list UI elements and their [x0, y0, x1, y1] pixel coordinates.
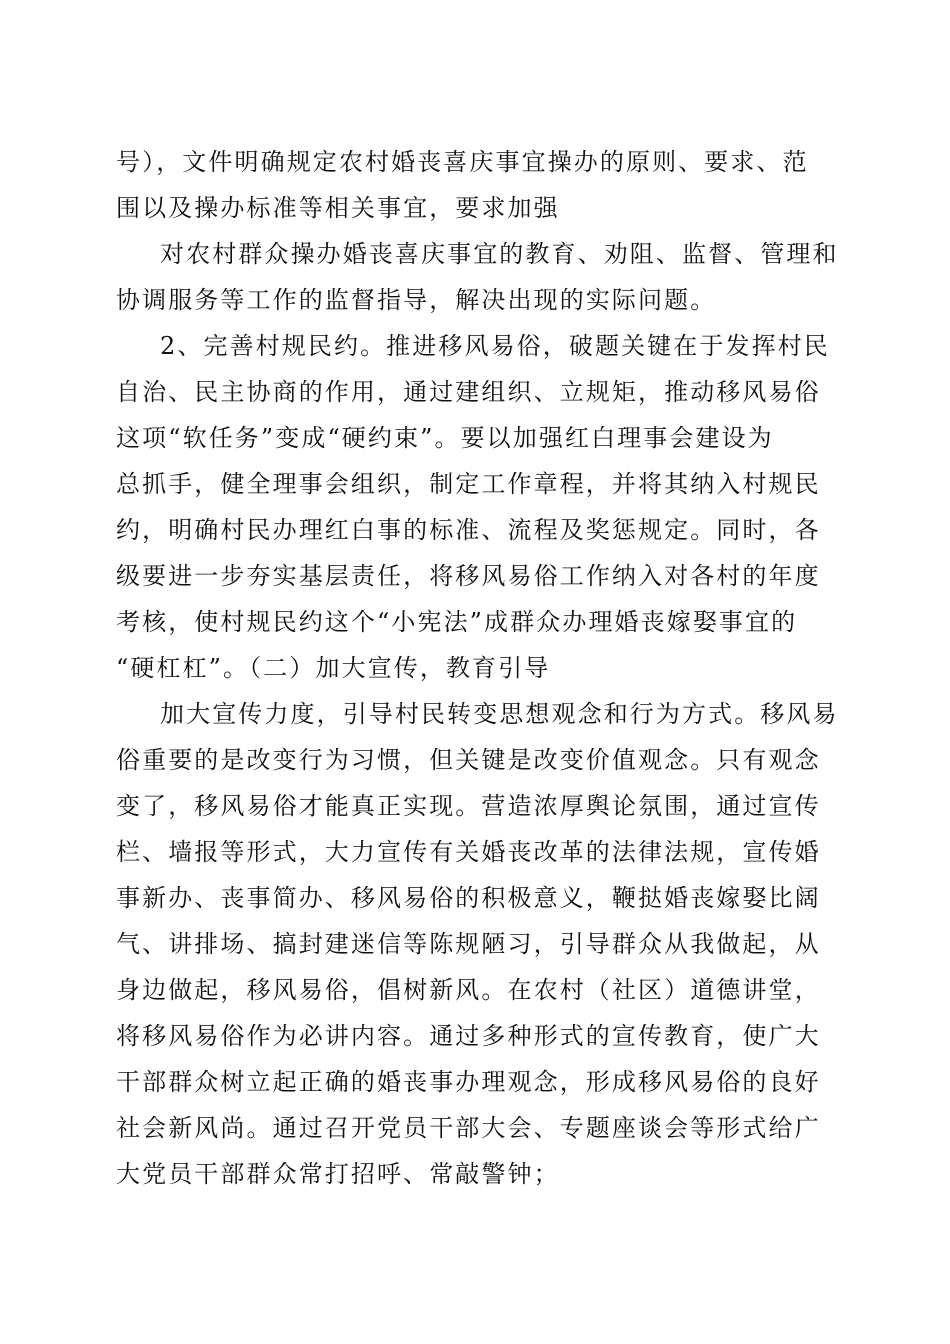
text-line: 考核，使村规民约这个“小宪法”成群众办理婚丧嫁娶事宜的	[116, 608, 798, 636]
text-line: 气、讲排场、搞封建迷信等陈规陋习，引导群众从我做起，从	[116, 930, 821, 958]
text-line: 自治、民主协商的作用，通过建组织、立规矩，推动移风易俗	[116, 378, 821, 406]
text-line: 身边做起，移风易俗，倡树新风。在农村（社区）道德讲堂，	[116, 976, 821, 1004]
text-line: 号），文件明确规定农村婚丧喜庆事宜操办的原则、要求、范	[116, 148, 809, 176]
text-line: 干部群众树立起正确的婚丧事办理观念，形成移风易俗的良好	[116, 1068, 821, 1096]
text-line: 总抓手，健全理事会组织，制定工作章程，并将其纳入村规民	[116, 470, 821, 498]
text-line: 俗重要的是改变行为习惯，但关键是改变价值观念。只有观念	[116, 746, 821, 774]
text-line: 将移风易俗作为必讲内容。通过多种形式的宣传教育，使广大	[116, 1022, 821, 1050]
paragraph-start-line: 对农村群众操办婚丧喜庆事宜的教育、劝阻、监督、管理和	[160, 240, 839, 268]
text-line: “硬杠杠”。（二）加大宣传，教育引导	[116, 654, 551, 682]
paragraph-start-line: 2、完善村规民约。推进移风易俗，破题关键在于发挥村民	[160, 332, 830, 360]
text-line: 事新办、丧事简办、移风易俗的积极意义，鞭挞婚丧嫁娶比阔	[116, 884, 821, 912]
text-line: 约，明确村民办理红白事的标准、流程及奖惩规定。同时，各	[116, 516, 821, 544]
text-line: 大党员干部群众常打招呼、常敲警钟；	[116, 1160, 560, 1188]
text-line: 栏、墙报等形式，大力宣传有关婚丧改革的法律法规，宣传婚	[116, 838, 821, 866]
text-line: 社会新风尚。通过召开党员干部大会、专题座谈会等形式给广	[116, 1114, 821, 1142]
text-line: 变了，移风易俗才能真正实现。营造浓厚舆论氛围，通过宣传	[116, 792, 821, 820]
text-line: 级要进一步夯实基层责任，将移风易俗工作纳入对各村的年度	[116, 562, 821, 590]
body-text	[116, 139, 839, 1197]
paragraph-start-line: 加大宣传力度，引导村民转变思想观念和行为方式。移风易	[160, 700, 839, 728]
text-line: 协调服务等工作的监督指导，解决出现的实际问题。	[116, 286, 717, 314]
text-line: 这项“软任务”变成“硬约束”。要以加强红白理事会建设为	[116, 424, 774, 452]
text-line: 围以及操办标准等相关事宜，要求加强	[116, 194, 560, 222]
